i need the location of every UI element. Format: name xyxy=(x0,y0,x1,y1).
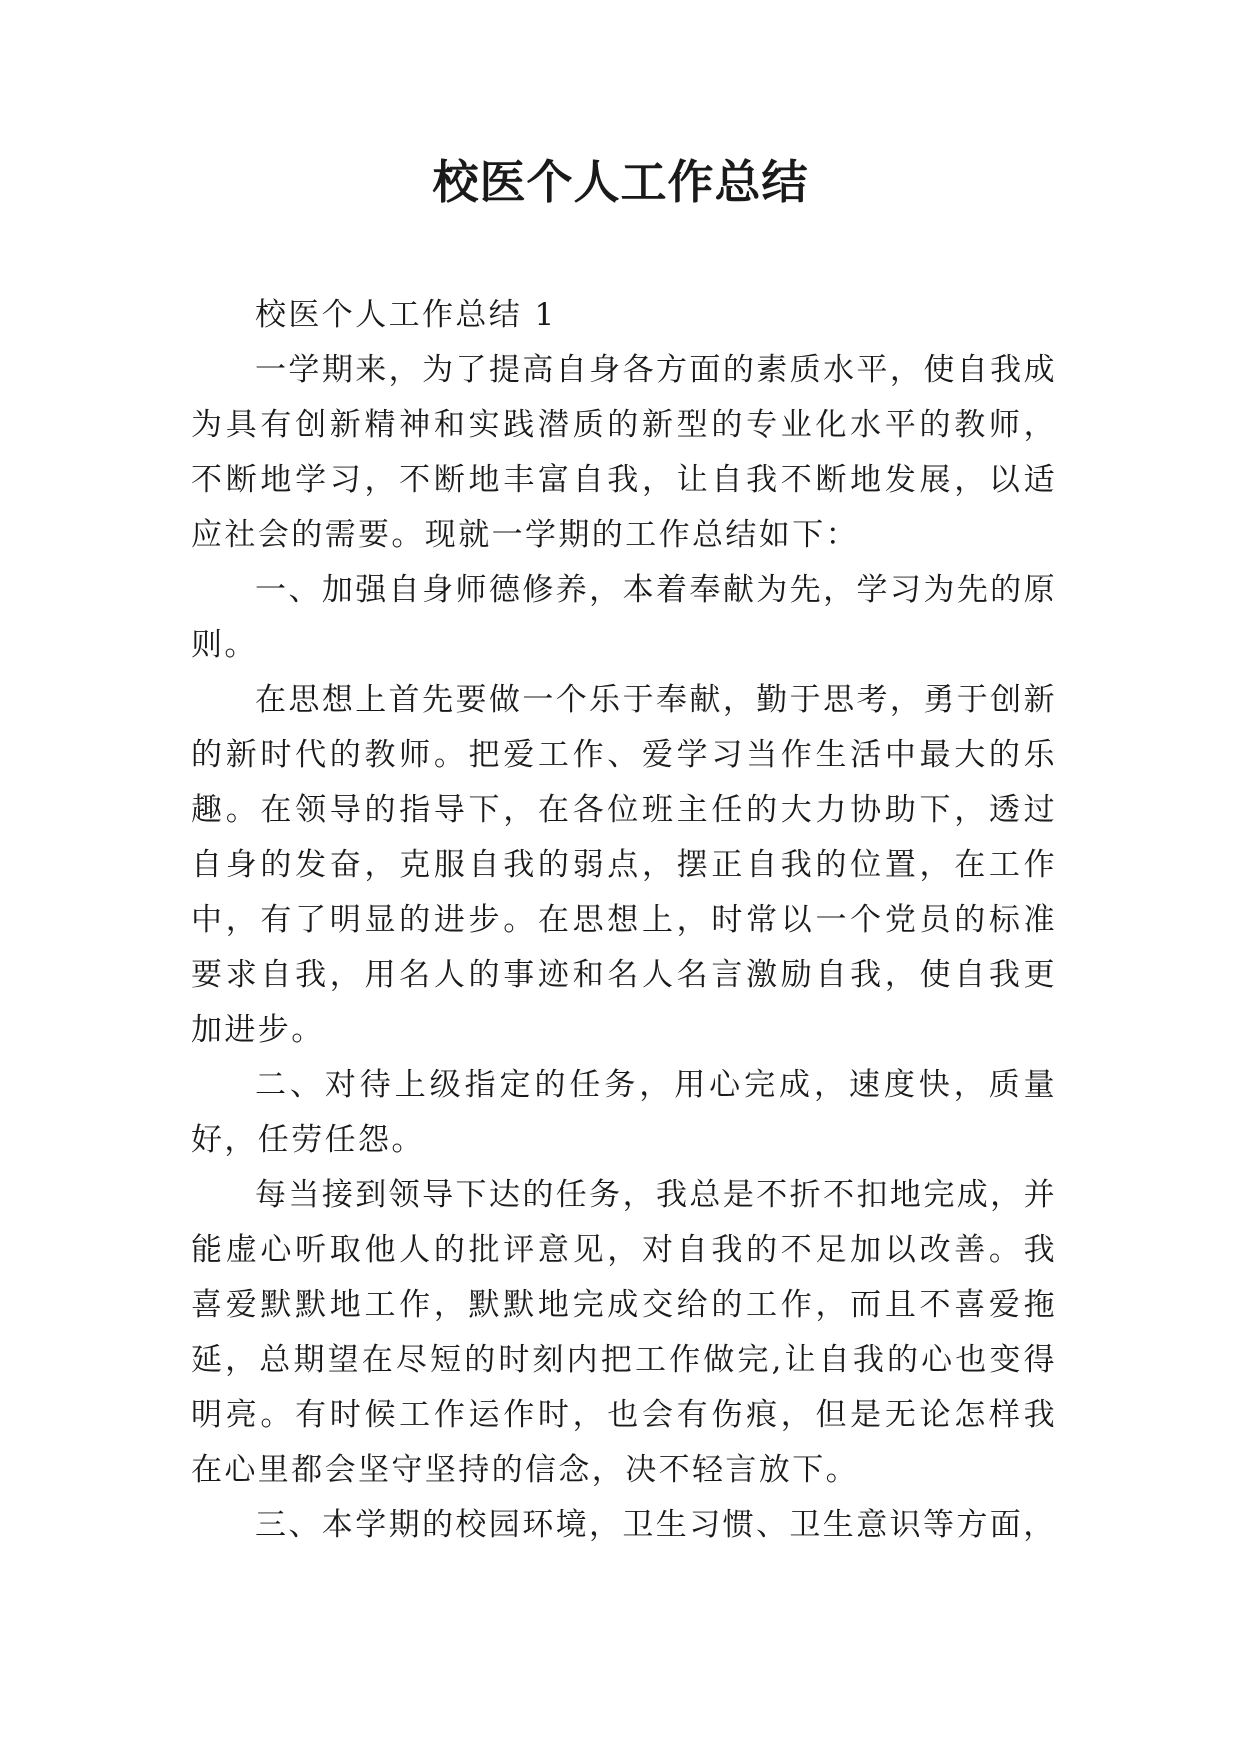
section-heading: 校医个人工作总结 1 xyxy=(255,297,557,333)
document-body xyxy=(191,288,1057,1553)
section-heading: 一、加强自身师德修养，本着奉献为先，学习为先的原则。 xyxy=(191,572,1057,663)
body-paragraph: 一学期来，为了提高自身各方面的素质水平，使自我成为具有创新精神和实践潜质的新型的专业化水平的教师，不断地学习，不断地丰富自我，让自我不断地发展，以适应社会的需要。现就一学期的工作总结如下： xyxy=(191,352,1057,553)
document-title: 校医个人工作总结 xyxy=(432,155,809,209)
section-heading: 三、本学期的校园环境，卫生习惯、卫生意识等方面， xyxy=(255,1507,1057,1543)
body-paragraph: 在思想上首先要做一个乐于奉献，勤于思考，勇于创新的新时代的教师。把爱工作、爱学习当作生活中最大的乐趣。在领导的指导下，在各位班主任的大力协助下，透过自身的发奋，克服自我的弱点，摆正自我的位置，在工作中，有了明显的进步。在思想上，时常以一个党员的标准要求自我，用名人的事迹和名人名言激励自我，使自我更加进步。 xyxy=(191,682,1057,1048)
body-paragraph: 每当接到领导下达的任务，我总是不折不扣地完成，并能虚心听取他人的批评意见，对自我的不足加以改善。我喜爱默默地工作，默默地完成交给的工作，而且不喜爱拖延，总期望在尽短的时刻内把工作做完,让自我的心也变得明亮。有时候工作运作时，也会有伤痕，但是无论怎样我在心里都会坚守坚持的信念，决不轻言放下。 xyxy=(191,1177,1057,1488)
section-heading: 二、对待上级指定的任务，用心完成，速度快，质量好，任劳任怨。 xyxy=(191,1067,1057,1158)
